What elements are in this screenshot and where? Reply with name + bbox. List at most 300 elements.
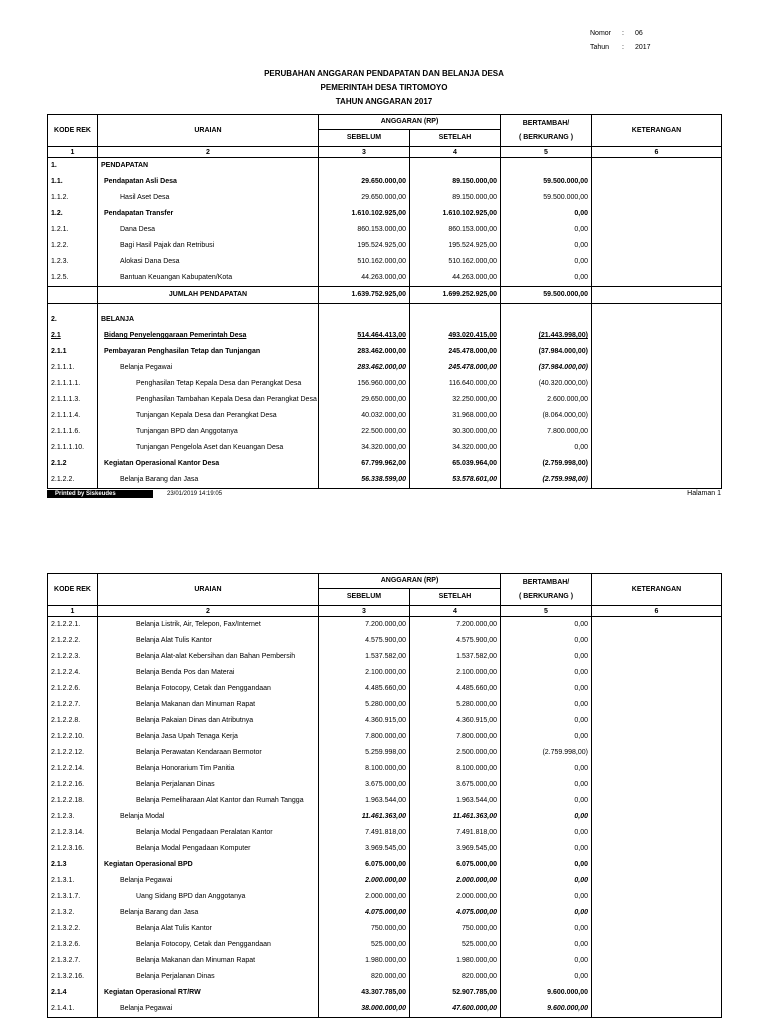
total-pendapatan-row [48,287,722,304]
row-kode-text: 2.1.3.2.7. [51,957,81,964]
row-setelah: 89.150.000,00 [410,190,501,206]
row-setelah: 750.000,00 [410,921,501,937]
colnum-5: 5 [501,606,592,617]
row-uraian-text: Kegiatan Operasional BPD [104,861,193,868]
row-selisih: (37.984.000,00) [501,360,592,376]
row-setelah: 47.600.000,00 [410,1001,501,1018]
row-selisih: 0,00 [501,793,592,809]
row-keterangan [592,649,722,665]
row-keterangan [592,254,722,270]
row-sebelum: 40.032.000,00 [319,408,410,424]
row-uraian-text: Belanja Fotocopy, Cetak dan Penggandaan [136,941,271,948]
row-kode [48,472,98,489]
table-row [48,937,722,953]
row-keterangan [592,697,722,713]
table-row [48,905,722,921]
row-uraian [98,174,319,190]
table-row [48,649,722,665]
row-sebelum: 1.980.000,00 [319,953,410,969]
row-keterangan [592,969,722,985]
row-selisih: (2.759.998,00) [501,456,592,472]
row-uraian [98,190,319,206]
row-setelah: 3.675.000,00 [410,777,501,793]
row-kode [48,857,98,873]
row-kode-text: 1.2. [51,210,63,217]
printed-by-label: Printed by Siskeudes [47,490,153,498]
row-uraian [98,392,319,408]
row-sebelum: 4.485.660,00 [319,681,410,697]
row-kode-text: 1.2.5. [51,274,69,281]
row-uraian [98,921,319,937]
row-selisih: 0,00 [501,729,592,745]
row-uraian-text: Belanja Alat-alat Kebersihan dan Bahan Pembersih [136,653,296,660]
row-uraian-text: PENDAPATAN [101,162,149,169]
row-kode [48,761,98,777]
row-sebelum: 283.462.000,00 [319,360,410,376]
row-kode-text: 2.1.1.1.4. [51,412,81,419]
row-kode [48,238,98,254]
row-keterangan [592,222,722,238]
row-kode-text: 2.1.1 [51,348,67,355]
row-selisih: 0,00 [501,841,592,857]
row-sebelum: 2.000.000,00 [319,873,410,889]
row-selisih: 9.600.000,00 [501,1001,592,1018]
row-uraian [98,681,319,697]
row-sebelum: 860.153.000,00 [319,222,410,238]
page1-belanja-rows [48,312,722,489]
row-selisih: 0,00 [501,665,592,681]
row-kode [48,729,98,745]
row-setelah: 2.000.000,00 [410,873,501,889]
header-bertambah-line1: BERTAMBAH/ [522,119,570,127]
row-kode-text: 2.1.1.1.1. [51,380,81,387]
row-selisih: (2.759.998,00) [501,745,592,761]
row-sebelum [319,158,410,175]
row-selisih: 59.500.000,00 [501,190,592,206]
row-selisih: 0,00 [501,969,592,985]
header-uraian: URAIAN [98,574,319,606]
total-setelah: 1.699.252.925,00 [410,287,501,304]
row-uraian-text: Belanja Jasa Upah Tenaga Kerja [136,733,238,740]
table-row [48,344,722,360]
tahun-value: 2017 [635,44,651,51]
table-row [48,312,722,328]
row-uraian [98,312,319,328]
row-kode [48,905,98,921]
row-kode-text: 2.1.3.1. [51,877,75,884]
row-uraian-text: Belanja Barang dan Jasa [120,909,199,916]
row-kode-text: 2.1.2.2.6. [51,685,81,692]
page2-rows [48,617,722,1018]
row-kode-text: 2.1.2.3. [51,813,75,820]
row-keterangan [592,617,722,634]
page1-pendapatan-rows [48,158,722,287]
row-kode [48,456,98,472]
total-keterangan [592,287,722,304]
row-kode [48,969,98,985]
row-selisih: (40.320.000,00) [501,376,592,392]
row-sebelum: 67.799.962,00 [319,456,410,472]
table-row [48,729,722,745]
row-uraian-text: Kegiatan Operasional RT/RW [104,989,201,996]
row-uraian-text: Bidang Penyelenggaraan Pemerintah Desa [104,332,247,339]
row-kode [48,681,98,697]
header-sebelum: SEBELUM [319,589,410,606]
budget-table-page-1 [47,114,722,489]
header-anggaran: ANGGARAN (RP) [319,115,501,130]
row-setelah: 4.575.900,00 [410,633,501,649]
page-footer [47,490,721,500]
row-selisih: (37.984.000,00) [501,344,592,360]
row-selisih: 0,00 [501,633,592,649]
row-setelah: 1.537.582,00 [410,649,501,665]
header-setelah: SETELAH [410,130,501,147]
row-kode [48,1001,98,1018]
row-sebelum: 7.200.000,00 [319,617,410,634]
row-uraian [98,456,319,472]
row-setelah: 4.075.000,00 [410,905,501,921]
row-kode [48,617,98,634]
row-kode-text: 2.1.1.1. [51,364,75,371]
row-keterangan [592,953,722,969]
row-sebelum: 2.000.000,00 [319,889,410,905]
row-kode-text: 2. [51,316,57,323]
row-setelah: 2.100.000,00 [410,665,501,681]
tahun-sep: : [622,44,624,51]
table-row [48,270,722,287]
row-setelah: 245.478.000,00 [410,360,501,376]
row-keterangan [592,312,722,328]
table-row [48,745,722,761]
row-keterangan [592,360,722,376]
row-selisih: (21.443.998,00) [501,328,592,344]
row-uraian [98,344,319,360]
row-kode-text: 2.1.3 [51,861,67,868]
total-kode [48,287,98,304]
row-keterangan [592,633,722,649]
row-uraian [98,408,319,424]
row-uraian [98,729,319,745]
row-keterangan [592,456,722,472]
row-uraian-text: Belanja Modal Pengadaan Komputer [136,845,251,852]
row-uraian-text: Belanja Alat Tulis Kantor [136,637,212,644]
row-keterangan [592,681,722,697]
row-setelah: 32.250.000,00 [410,392,501,408]
row-selisih: 0,00 [501,937,592,953]
row-setelah: 34.320.000,00 [410,440,501,456]
row-sebelum: 525.000,00 [319,937,410,953]
printed-timestamp: 23/01/2019 14:19:05 [167,491,223,497]
row-sebelum: 5.259.998,00 [319,745,410,761]
row-uraian-text: Penghasilan Tetap Kepala Desa dan Perangkat Desa [136,380,302,387]
row-keterangan [592,158,722,175]
table-row [48,254,722,270]
row-selisih: 2.600.000,00 [501,392,592,408]
title-line-3: TAHUN ANGGARAN 2017 [335,97,433,106]
row-uraian-text: Tunjangan Pengelola Aset dan Keuangan Desa [136,444,284,451]
table-row [48,825,722,841]
table-row [48,681,722,697]
budget-table-page-2 [47,573,722,1018]
row-uraian-text: Uang Sidang BPD dan Anggotanya [136,893,246,900]
row-uraian-text: Pembayaran Penghasilan Tetap dan Tunjangan [104,348,261,355]
row-kode-text: 1. [51,162,57,169]
table-row [48,809,722,825]
row-keterangan [592,408,722,424]
row-setelah: 525.000,00 [410,937,501,953]
row-kode-text: 1.1. [51,178,63,185]
table-row [48,424,722,440]
row-uraian [98,424,319,440]
row-setelah: 245.478.000,00 [410,344,501,360]
row-kode [48,408,98,424]
row-uraian [98,809,319,825]
row-sebelum: 750.000,00 [319,921,410,937]
row-kode-text: 2.1.2.3.16. [51,845,85,852]
row-keterangan [592,328,722,344]
header-keterangan: KETERANGAN [592,115,722,147]
row-sebelum: 3.969.545,00 [319,841,410,857]
row-setelah: 31.968.000,00 [410,408,501,424]
row-uraian [98,254,319,270]
row-uraian [98,873,319,889]
colnum-3: 3 [319,606,410,617]
row-kode [48,921,98,937]
row-kode-text: 2.1.2.2. [51,476,75,483]
nomor-value: 06 [635,30,643,37]
row-setelah: 7.200.000,00 [410,617,501,634]
row-uraian [98,697,319,713]
row-setelah: 1.963.544,00 [410,793,501,809]
row-uraian [98,376,319,392]
row-uraian [98,158,319,175]
row-kode [48,270,98,287]
row-kode [48,889,98,905]
row-sebelum: 11.461.363,00 [319,809,410,825]
table-row [48,841,722,857]
row-uraian-text: Belanja Pegawai [120,364,173,371]
row-kode [48,376,98,392]
row-setelah: 6.075.000,00 [410,857,501,873]
table-row [48,174,722,190]
row-sebelum: 5.280.000,00 [319,697,410,713]
table-row [48,889,722,905]
header-kode-rek: KODE REK [48,574,98,606]
row-sebelum: 3.675.000,00 [319,777,410,793]
row-keterangan [592,665,722,681]
row-sebelum: 56.338.599,00 [319,472,410,489]
row-uraian [98,761,319,777]
row-kode-text: 2.1.3.2. [51,909,75,916]
row-sebelum: 156.960.000,00 [319,376,410,392]
table-row [48,617,722,634]
row-uraian-text: Hasil Aset Desa [120,194,170,201]
table-row [48,969,722,985]
row-keterangan [592,809,722,825]
header-kode-rek: KODE REK [48,115,98,147]
row-sebelum: 44.263.000,00 [319,270,410,287]
header-bertambah [501,574,592,606]
row-uraian [98,889,319,905]
header-uraian: URAIAN [98,115,319,147]
row-uraian [98,222,319,238]
row-kode [48,206,98,222]
row-uraian [98,238,319,254]
row-uraian [98,665,319,681]
row-kode-text: 2.1.2.2.2. [51,637,81,644]
table-row [48,222,722,238]
row-setelah: 860.153.000,00 [410,222,501,238]
row-uraian [98,985,319,1001]
colnum-4: 4 [410,606,501,617]
row-selisih: 0,00 [501,905,592,921]
row-selisih: 7.800.000,00 [501,424,592,440]
row-kode-text: 2.1.1.1.10. [51,444,85,451]
row-kode [48,344,98,360]
row-uraian [98,328,319,344]
row-uraian-text: Belanja Perawatan Kendaraan Bermotor [136,749,262,756]
row-uraian-text: Belanja Alat Tulis Kantor [136,925,212,932]
page-number: Halaman 1 [687,490,721,497]
row-setelah: 2.000.000,00 [410,889,501,905]
total-sebelum: 1.639.752.925,00 [319,287,410,304]
table-row [48,392,722,408]
row-uraian [98,649,319,665]
row-uraian [98,953,319,969]
row-kode-text: 2.1.3.2.16. [51,973,85,980]
row-uraian [98,360,319,376]
row-keterangan [592,857,722,873]
tahun-label: Tahun [590,44,610,51]
row-kode [48,937,98,953]
row-setelah [410,312,501,328]
row-selisih: 0,00 [501,222,592,238]
table-row [48,238,722,254]
row-uraian-text: Belanja Perjalanan Dinas [136,781,215,788]
row-uraian [98,857,319,873]
row-kode-text: 2.1.2.2.4. [51,669,81,676]
table-row [48,328,722,344]
row-setelah: 5.280.000,00 [410,697,501,713]
row-selisih: 0,00 [501,857,592,873]
row-kode-text: 2.1.3.2.2. [51,925,81,932]
row-setelah: 195.524.925,00 [410,238,501,254]
row-keterangan [592,206,722,222]
row-setelah [410,158,501,175]
row-setelah: 1.980.000,00 [410,953,501,969]
row-sebelum: 7.491.818,00 [319,825,410,841]
table-row [48,873,722,889]
table-row [48,376,722,392]
row-kode [48,190,98,206]
row-sebelum: 1.537.582,00 [319,649,410,665]
row-selisih: 0,00 [501,270,592,287]
row-selisih: 0,00 [501,617,592,634]
row-kode [48,649,98,665]
row-selisih: 0,00 [501,649,592,665]
total-selisih: 59.500.000,00 [501,287,592,304]
row-keterangan [592,905,722,921]
row-uraian-text: Belanja Honorarium Tim Panitia [136,765,235,772]
row-sebelum: 43.307.785,00 [319,985,410,1001]
row-kode [48,825,98,841]
row-uraian [98,793,319,809]
row-sebelum: 510.162.000,00 [319,254,410,270]
row-keterangan [592,713,722,729]
row-uraian-text: BELANJA [101,316,135,323]
row-sebelum: 22.500.000,00 [319,424,410,440]
row-uraian-text: Pendapatan Asli Desa [104,178,177,185]
header-keterangan: KETERANGAN [592,574,722,606]
row-setelah: 30.300.000,00 [410,424,501,440]
row-kode-text: 2.1 [51,332,61,339]
row-uraian-text: Pendapatan Transfer [104,210,174,217]
row-kode [48,174,98,190]
row-sebelum: 34.320.000,00 [319,440,410,456]
row-uraian-text: Belanja Modal [120,813,165,820]
table-row [48,697,722,713]
row-keterangan [592,985,722,1001]
row-selisih: 0,00 [501,440,592,456]
header-bertambah-line2: ( BERKURANG ) [518,592,574,600]
colnum-6: 6 [592,606,722,617]
table-row [48,985,722,1001]
row-kode [48,254,98,270]
row-kode [48,360,98,376]
row-kode [48,424,98,440]
row-keterangan [592,238,722,254]
header-setelah: SETELAH [410,589,501,606]
row-keterangan [592,392,722,408]
row-kode [48,222,98,238]
row-kode-text: 2.1.3.2.6. [51,941,81,948]
row-keterangan [592,921,722,937]
table-row [48,953,722,969]
row-kode-text: 1.2.3. [51,258,69,265]
row-sebelum: 4.360.915,00 [319,713,410,729]
row-uraian [98,777,319,793]
table-row [48,633,722,649]
row-kode [48,328,98,344]
row-uraian-text: Belanja Benda Pos dan Materai [136,669,235,676]
spacer-row [48,304,722,313]
row-sebelum: 8.100.000,00 [319,761,410,777]
row-keterangan [592,841,722,857]
row-uraian [98,633,319,649]
table-row [48,158,722,175]
row-kode-text: 2.1.2.2.16. [51,781,85,788]
table-row [48,921,722,937]
row-sebelum: 1.963.544,00 [319,793,410,809]
row-kode [48,953,98,969]
header-bertambah-line2: ( BERKURANG ) [518,133,574,141]
row-kode [48,809,98,825]
row-uraian-text: Belanja Makanan dan Minuman Rapat [136,701,256,708]
row-kode-text: 2.1.1.1.3. [51,396,81,403]
table-row [48,793,722,809]
row-kode-text: 2.1.2.2.3. [51,653,81,660]
row-keterangan [592,889,722,905]
row-kode [48,158,98,175]
row-kode-text: 2.1.1.1.6. [51,428,81,435]
row-setelah: 53.578.601,00 [410,472,501,489]
row-sebelum: 4.575.900,00 [319,633,410,649]
header-bertambah-line1: BERTAMBAH/ [522,578,570,586]
row-sebelum: 29.650.000,00 [319,190,410,206]
colnum-4: 4 [410,147,501,158]
header-anggaran: ANGGARAN (RP) [319,574,501,589]
row-uraian [98,937,319,953]
